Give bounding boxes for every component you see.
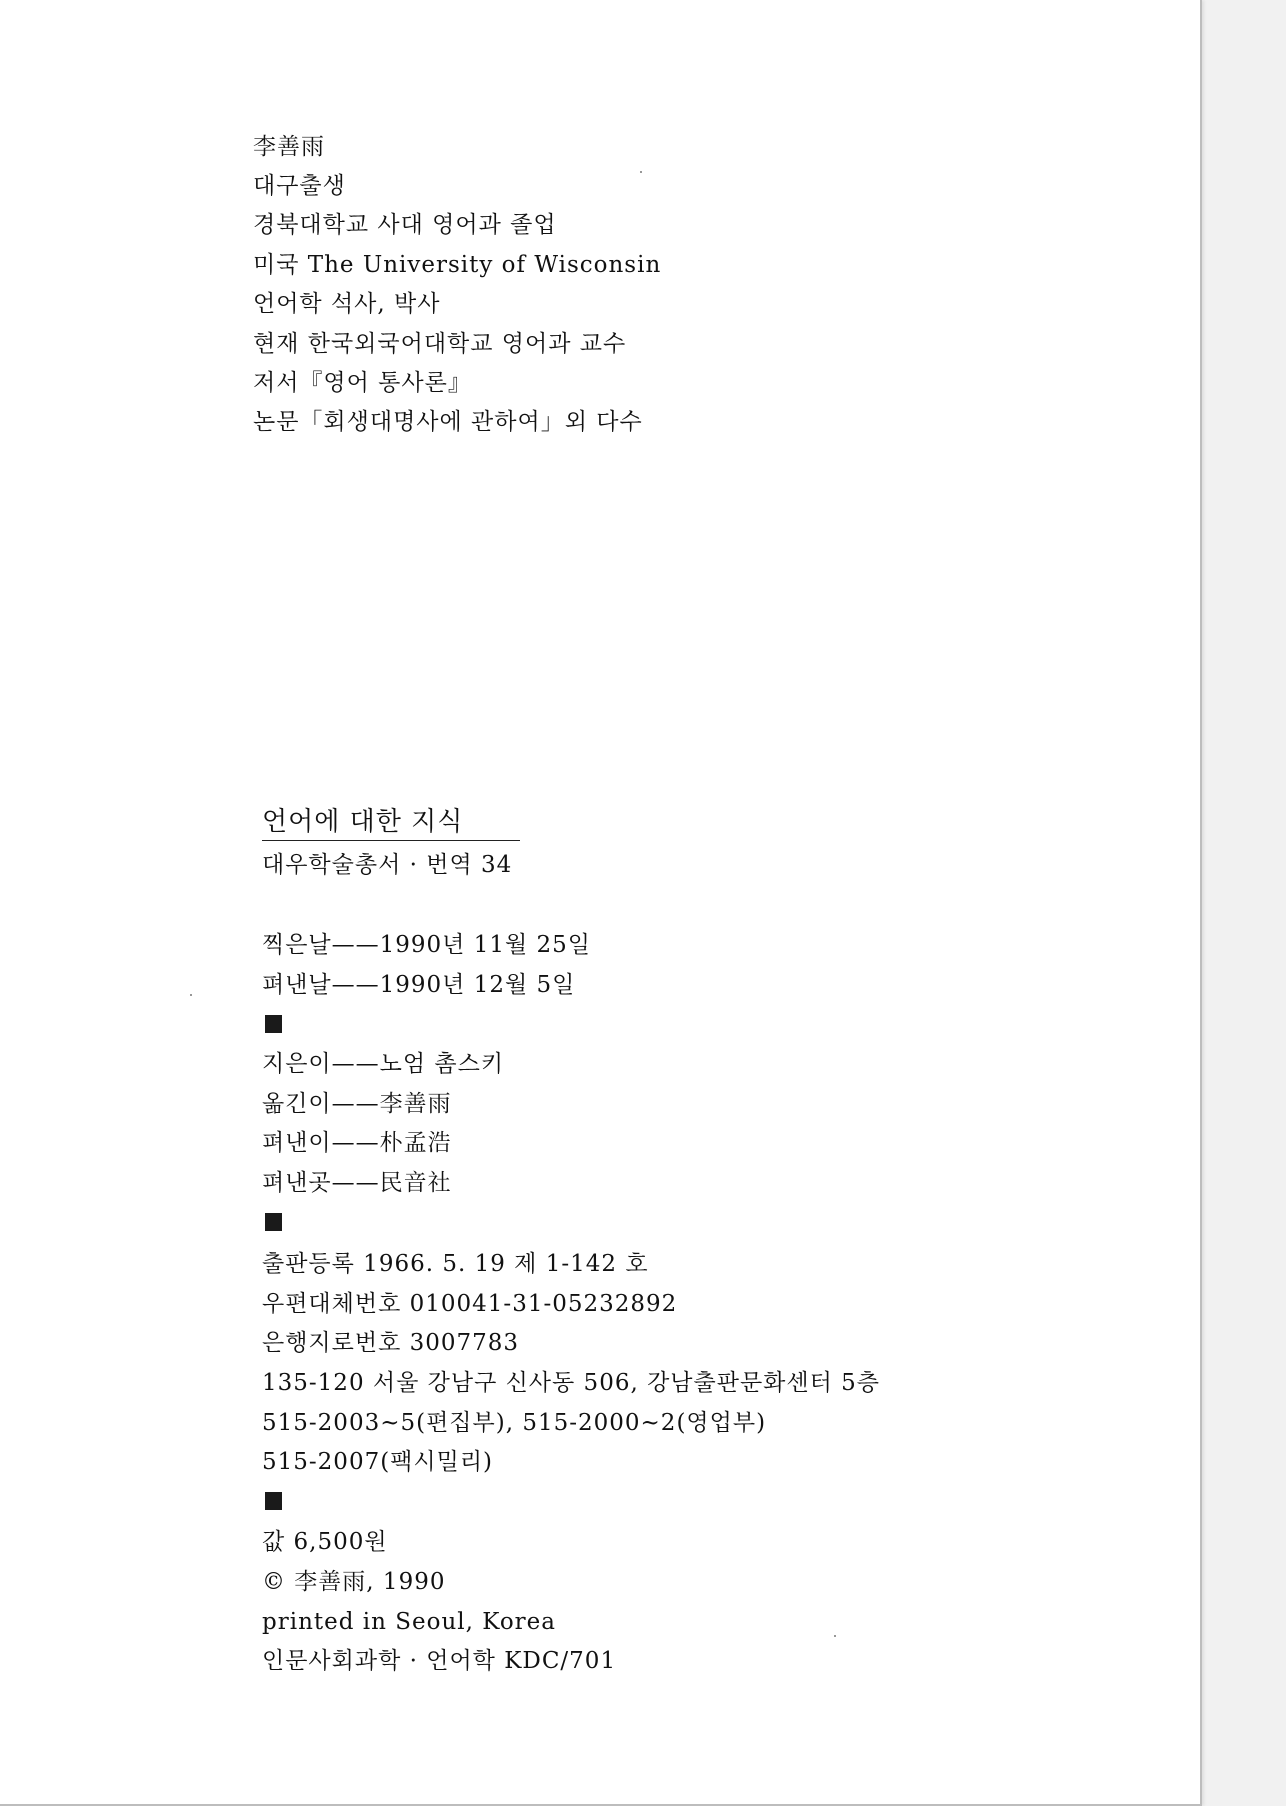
copyright: © 李善雨, 1990 xyxy=(262,1569,446,1595)
book-series: 대우학술총서 · 번역 34 xyxy=(262,852,513,878)
section-marker xyxy=(265,1213,282,1231)
bio-birthplace: 대구출생 xyxy=(253,173,346,199)
printed-in: printed in Seoul, Korea xyxy=(262,1609,556,1635)
author-credit: 지은이——노엄 촘스키 xyxy=(262,1051,505,1077)
publisher-credit: 펴낸이——朴孟浩 xyxy=(262,1130,452,1156)
section-marker xyxy=(265,1015,282,1033)
address-line: 135-120 서울 강남구 신사동 506, 강남출판문화센터 5층 xyxy=(262,1370,880,1396)
bio-university: 미국 The University of Wisconsin xyxy=(253,252,662,278)
registration-line: 출판등록 1966. 5. 19 제 1-142 호 xyxy=(262,1251,649,1277)
bank-giro-line: 은행지로번호 3007783 xyxy=(262,1330,520,1356)
bio-position: 현재 한국외국어대학교 영어과 교수 xyxy=(253,331,627,357)
published-date: 펴낸날——1990년 12월 5일 xyxy=(262,972,576,998)
fax-line: 515-2007(팩시밀리) xyxy=(262,1449,494,1475)
bio-education: 경북대학교 사대 영어과 졸업 xyxy=(253,212,557,238)
bio-degree: 언어학 석사, 박사 xyxy=(253,291,441,317)
book-title: 언어에 대한 지식 xyxy=(262,806,520,841)
section-marker xyxy=(265,1492,282,1510)
bio-books: 저서『영어 통사론』 xyxy=(253,370,472,396)
scan-speck xyxy=(190,994,192,996)
phone-line: 515-2003~5(편집부), 515-2000~2(영업부) xyxy=(262,1410,767,1436)
classification: 인문사회과학 · 언어학 KDC/701 xyxy=(262,1648,617,1674)
press-credit: 펴낸곳——民音社 xyxy=(262,1170,452,1196)
printed-date: 찍은날——1990년 11월 25일 xyxy=(262,932,591,958)
scan-speck xyxy=(640,171,642,173)
price: 값 6,500원 xyxy=(262,1529,388,1555)
bio-papers: 논문「회생대명사에 관하여」외 다수 xyxy=(253,409,643,435)
translator-credit: 옮긴이——李善雨 xyxy=(262,1091,452,1117)
scan-speck xyxy=(834,1635,836,1637)
bio-name: 李善雨 xyxy=(253,134,325,160)
postal-account-line: 우편대체번호 010041-31-05232892 xyxy=(262,1291,678,1317)
